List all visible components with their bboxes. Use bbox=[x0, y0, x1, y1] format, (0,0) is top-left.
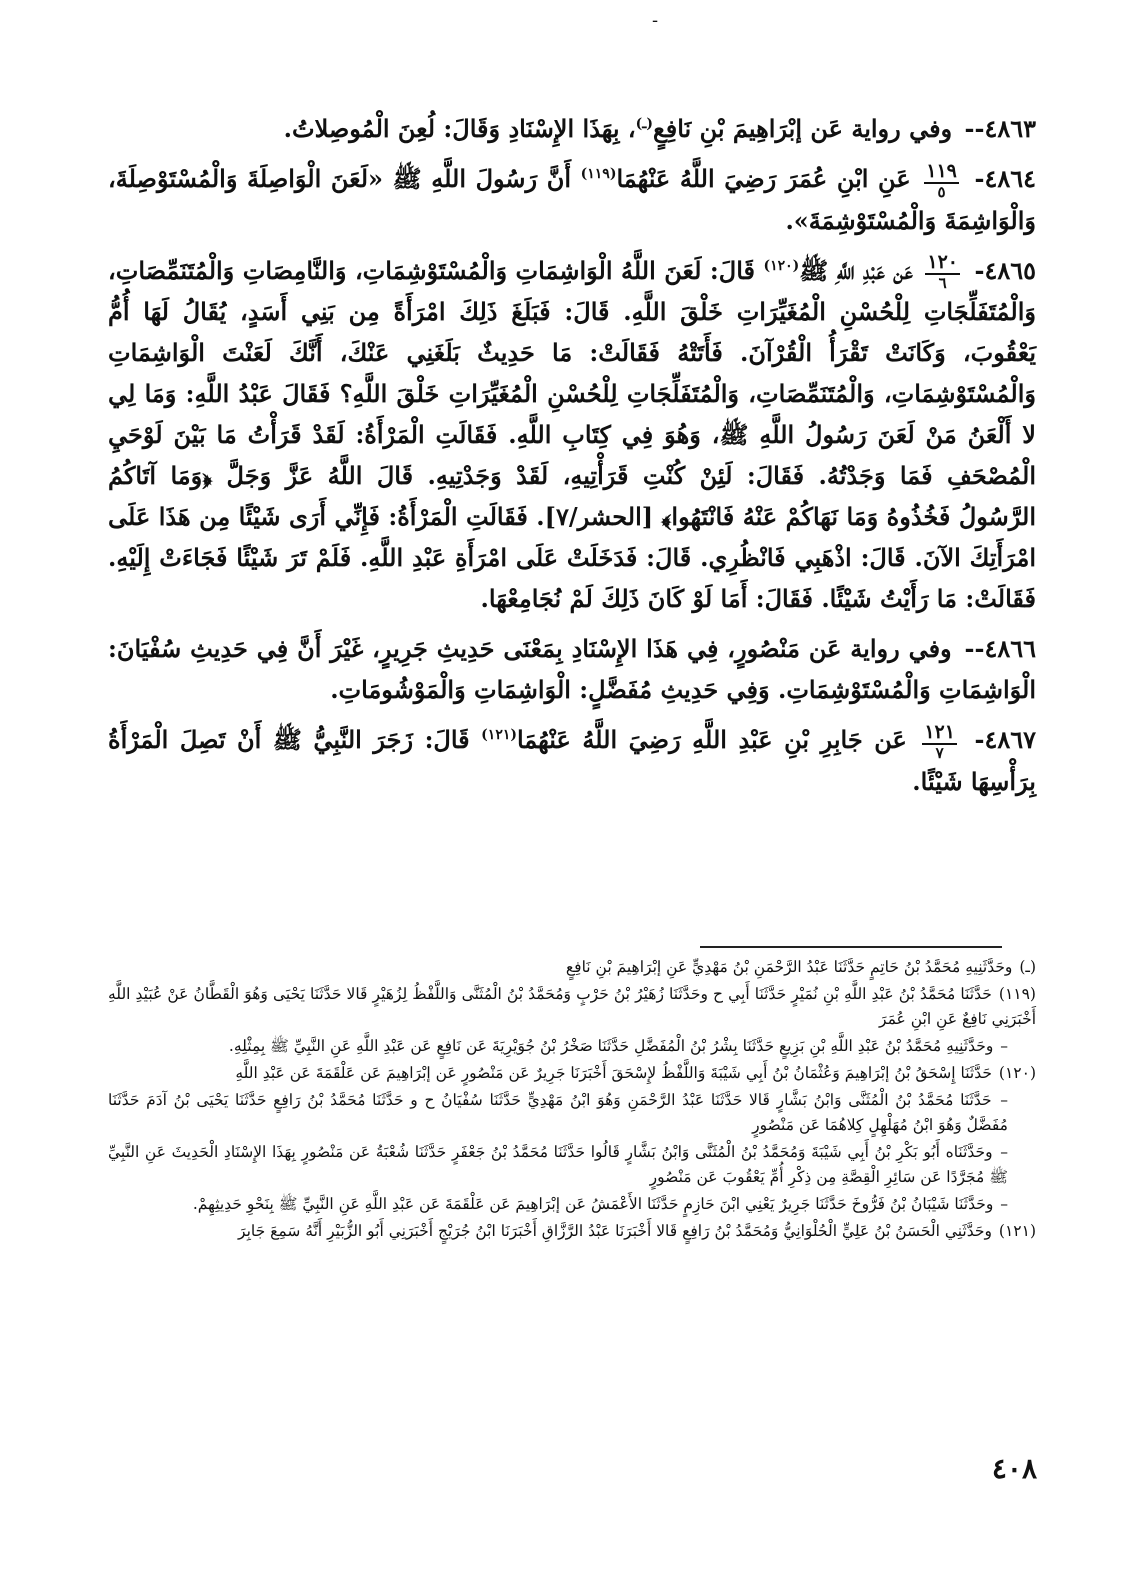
footnote bbox=[108, 1061, 1036, 1086]
footnote-label: – bbox=[1000, 1195, 1008, 1213]
book-number bbox=[924, 159, 959, 201]
book-number-bottom: ٦ bbox=[938, 274, 947, 292]
book-number-bottom: ٥ bbox=[937, 182, 946, 201]
footnote-text: وحَدَّثَنَاه أَبُو بَكْرِ بْنُ أَبِي شَيْبَةَ وَمُحَمَّدُ بْنُ الْمُثَنَّى وَابْنُ بَشَّارٍ قَالُوا حَدَّثَنَا مُحَمَّدُ بْنُ جَعْفَرٍ حَدَّثَنَا شُعْبَةُ عَن مَنْصُورٍ بِهَذَا الإِسْنَادِ الْحَدِيثَ عَنِ النَّبِيِّ ﷺ مُجَرَّدًا عَن سَائِرِ الْقِصَّةِ مِن ذِكْرِ أُمِّ يَعْقُوبَ عَن مَنْصُورٍ bbox=[108, 1143, 1008, 1186]
hadith-text-continued: قَالَ: زَجَرَ النَّبِيُّ ﷺ أَنْ تَصِلَ الْمَرْأَةُ بِرَأْسِهَا شَيْئًا. bbox=[108, 725, 1036, 796]
hadith-text: وفي رواية عَن مَنْصُورٍ، فِي هَذَا الإِسْنَادِ بِمَعْنَى حَدِيثِ جَرِيرٍ، غَيْرَ أَنَّ فِي حَدِيثِ سُفْيَانَ: الْوَاشِمَاتِ وَالْمُسْتَوْشِمَاتِ. وَفِي حَدِيثِ مُفَضَّلٍ: الْوَاشِمَاتِ وَالْمَوْشُومَاتِ. bbox=[108, 634, 1036, 704]
book-number-top: ١٢١ bbox=[924, 720, 955, 743]
footnote bbox=[108, 1034, 1036, 1059]
hadith-number: ٤٨٦٤- bbox=[974, 164, 1037, 193]
footnote bbox=[108, 955, 1036, 980]
book-number-bottom: ٧ bbox=[935, 743, 944, 762]
page-number: ٤٠٨ bbox=[991, 1452, 1037, 1485]
footnote-text: وحَدَّثَنِيهِ مُحَمَّدُ بْنُ عَبْدِ اللَّهِ بْنِ بَزِيعٍ حَدَّثَنَا بِشْرُ بْنُ الْمُفَضَّلِ حَدَّثَنَا صَخْرُ بْنُ جُوَيْرِيَةَ عَن نَافِعٍ عَن عَبْدِ اللَّهِ عَنِ النَّبِيِّ ﷺ بِمِثْلِهِ. bbox=[228, 1037, 994, 1055]
hadith-4864 bbox=[108, 158, 1036, 241]
footnote-label: – bbox=[1000, 1091, 1008, 1109]
hadith-section bbox=[108, 108, 1036, 811]
footnote-label: (١٢١) bbox=[998, 1222, 1036, 1240]
footnote-ref: (١٢٠) bbox=[763, 257, 800, 274]
footnote bbox=[108, 1219, 1036, 1244]
footnote-divider bbox=[700, 946, 1002, 948]
hadith-4866 bbox=[108, 628, 1036, 710]
hadith-4865 bbox=[108, 250, 1036, 620]
book-number-top: ١٢٠ bbox=[927, 251, 958, 273]
book-number-top: ١١٩ bbox=[926, 159, 957, 182]
hadith-number: ٤٨٦٦-- bbox=[964, 634, 1037, 663]
footnote-ref: (١٢١) bbox=[481, 727, 517, 743]
footnote-text: وحَدَّثَنِيهِ مُحَمَّدُ بْنُ حَاتِمٍ حَدَّثَنَا عَبْدُ الرَّحْمَنِ بْنُ مَهْدِيٍّ عَنِ إبْرَاهِيمَ بْنِ نَافِعٍ bbox=[565, 958, 1013, 976]
hadith-4867 bbox=[108, 719, 1036, 802]
footnote-label: (١١٩) bbox=[998, 985, 1036, 1003]
footnote-text: وحَدَّثَنِي الْحَسَنُ بْنُ عَلِيٍّ الْحُلْوَانِيُّ وَمُحَمَّدُ بْنُ رَافِعٍ قَالا أَخْبَرَنَا عَبْدُ الرَّزَّاقِ أَخْبَرَنَا ابْنُ جُرَيْجٍ أَخْبَرَنِي أَبُو الزُّبَيْرِ أَنَّهُ سَمِعَ جَابِرَ bbox=[238, 1222, 992, 1240]
footnote bbox=[108, 982, 1036, 1032]
hadith-number: ٤٨٦٧- bbox=[974, 725, 1037, 754]
footnote-label: (١٢٠) bbox=[998, 1064, 1036, 1082]
footnote-text: وحَدَّثَنَا شَيْبَانُ بْنُ فَرُّوخَ حَدَّثَنَا جَرِيرٌ يَعْنِي ابْنَ حَازِمٍ حَدَّثَنَا الأَعْمَشُ عَن إبْرَاهِيمَ عَن عَلْقَمَةَ عَن عَبْدِ اللَّهِ عَنِ النَّبِيِّ ﷺ بِنَحْوِ حَدِيثِهِمْ. bbox=[192, 1195, 994, 1213]
footnote bbox=[108, 1192, 1036, 1217]
footnote-ref: (ـ) bbox=[635, 116, 653, 132]
footnote-text: حَدَّثَنَا إِسْحَقُ بْنُ إبْرَاهِيمَ وَعُثْمَانُ بْنُ أَبِي شَيْبَةَ وَاللَّفْظُ لإِسْحَقَ أَخْبَرَنَا جَرِيرٌ عَن مَنْصُورٍ عَن إبْرَاهِيمَ عَن عَلْقَمَةَ عَن عَبْدِ اللَّهِ bbox=[235, 1064, 992, 1082]
hadith-text: وفي رواية عَن إبْرَاهِيمَ بْنِ نَافِعٍ bbox=[653, 114, 953, 143]
footnote-text: حَدَّثَنَا مُحَمَّدُ بْنُ الْمُثَنَّى وَابْنُ بَشَّارٍ قَالا حَدَّثَنَا عَبْدُ الرَّحْمَنِ وَهُوَ ابْنُ مَهْدِيٍّ حَدَّثَنَا سُفْيَانُ ح و حَدَّثَنَا مُحَمَّدُ بْنُ رَافِعٍ حَدَّثَنَا يَحْيَى بْنُ آدَمَ حَدَّثَنَا مُفَضَّلٌ وَهُوَ ابْنُ مُهَلْهِلٍ كِلاهُمَا عَن مَنْصُورٍ bbox=[108, 1091, 1008, 1134]
book-number bbox=[925, 253, 960, 291]
hadith-number: ٤٨٦٣-- bbox=[964, 114, 1036, 143]
hadith-text-continued: ، بِهَذَا الإِسْنَادِ وَقَالَ: لُعِنَ الْمُوصِلاتُ. bbox=[283, 114, 636, 143]
top-mark: - bbox=[651, 10, 659, 31]
footnote-label: – bbox=[1000, 1143, 1008, 1161]
hadith-text: عَنِ ابْنِ عُمَرَ رَضِيَ اللَّهُ عَنْهُمَا bbox=[616, 164, 911, 193]
hadith-text: عَن عَبْدِ اللَّهِ ﷺ bbox=[799, 255, 913, 285]
footnote bbox=[108, 1088, 1036, 1138]
footnote-text: حَدَّثَنَا مُحَمَّدُ بْنُ عَبْدِ اللَّهِ بْنِ نُمَيْرٍ حَدَّثَنَا أَبِي ح وحَدَّثَنَا زُهَيْرُ بْنُ حَرْبٍ وَمُحَمَّدُ بْنُ الْمُثَنَّى وَاللَّفْظُ لِزُهَيْرٍ قَالا حَدَّثَنَا يَحْيَى وَهُوَ الْقَطَّانُ عَنْ عُبَيْدِ اللَّهِ أَخْبَرَنِي نَافِعٌ عَنِ ابْنِ عُمَرَ bbox=[108, 985, 1036, 1028]
hadith-text: عَن جَابِرِ بْنِ عَبْدِ اللَّهِ رَضِيَ اللَّهُ عَنْهُمَا bbox=[516, 725, 907, 754]
footnotes-section bbox=[108, 955, 1036, 1246]
footnote-label: – bbox=[1000, 1037, 1008, 1055]
footnote-ref: (١١٩) bbox=[580, 166, 617, 182]
footnote-label: (ـ) bbox=[1019, 958, 1036, 976]
hadith-number: ٤٨٦٥- bbox=[974, 255, 1036, 285]
book-number bbox=[922, 720, 957, 762]
hadith-4863 bbox=[108, 108, 1036, 149]
footnote bbox=[108, 1140, 1036, 1190]
hadith-text-continued: أَنَّ رَسُولَ اللَّهِ ﷺ «لَعَنَ الْوَاصِلَةَ وَالْمُسْتَوْصِلَةَ، وَالْوَاشِمَةَ وَالْمُسْتَوْشِمَةَ». bbox=[108, 164, 1036, 235]
hadith-text-continued: قَالَ: لَعَنَ اللَّهُ الْوَاشِمَاتِ وَالْمُسْتَوْشِمَاتِ، وَالنَّامِصَاتِ وَالْمُتَنَمِّصَاتِ، وَالْمُتَفَلِّجَاتِ لِلْحُسْنِ الْمُغَيِّرَاتِ خَلْقَ اللَّهِ. قَالَ: فَبَلَغَ ذَلِكَ امْرَأَةً مِن بَنِي أَسَدٍ، يُقَالُ لَهَا أُمُّ يَعْقُوبَ، وَكَانَتْ تَقْرَأُ الْقُرْآنَ. فَأَتَتْهُ فَقَالَتْ: مَا حَدِيثٌ بَلَغَنِي عَنْكَ، أَنَّكَ لَعَنْتَ الْوَاشِمَاتِ وَالْمُسْتَوْشِمَاتِ، وَالْمُتَنَمِّصَاتِ، وَالْمُتَفَلِّجَاتِ لِلْحُسْنِ الْمُغَيِّرَاتِ خَلْقَ اللَّهِ؟ فَقَالَ عَبْدُ اللَّهِ: وَمَا لِي لا أَلْعَنُ مَنْ لَعَنَ رَسُولُ اللَّهِ ﷺ، وَهُوَ فِي كِتَابِ اللَّهِ. فَقَالَتِ الْمَرْأَةُ: لَقَدْ قَرَأْتُ مَا بَيْنَ لَوْحَيِ الْمُصْحَفِ فَمَا وَجَدْتُهُ. فَقَالَ: لَئِنْ كُنْتِ قَرَأْتِيهِ، لَقَدْ وَجَدْتِيهِ. قَالَ اللَّهُ عَزَّ وَجَلَّ ﴿وَمَا آتَاكُمُ الرَّسُولُ فَخُذُوهُ وَمَا نَهَاكُمْ عَنْهُ فَانْتَهُوا﴾ [الحشر/٧]. فَقَالَتِ الْمَرْأَةُ: فَإِنِّي أَرَى شَيْئًا مِن هَذَا عَلَى امْرَأَتِكَ الآنَ. قَالَ: اذْهَبِي فَانْظُرِي. قَالَ: فَدَخَلَتْ عَلَى امْرَأَةِ عَبْدِ اللَّهِ. فَلَمْ تَرَ شَيْئًا فَجَاءَتْ إِلَيْهِ. فَقَالَتْ: مَا رَأَيْتُ شَيْئًا. فَقَالَ: أَمَا لَوْ كَانَ ذَلِكَ لَمْ نُجَامِعْهَا. bbox=[108, 255, 1037, 613]
